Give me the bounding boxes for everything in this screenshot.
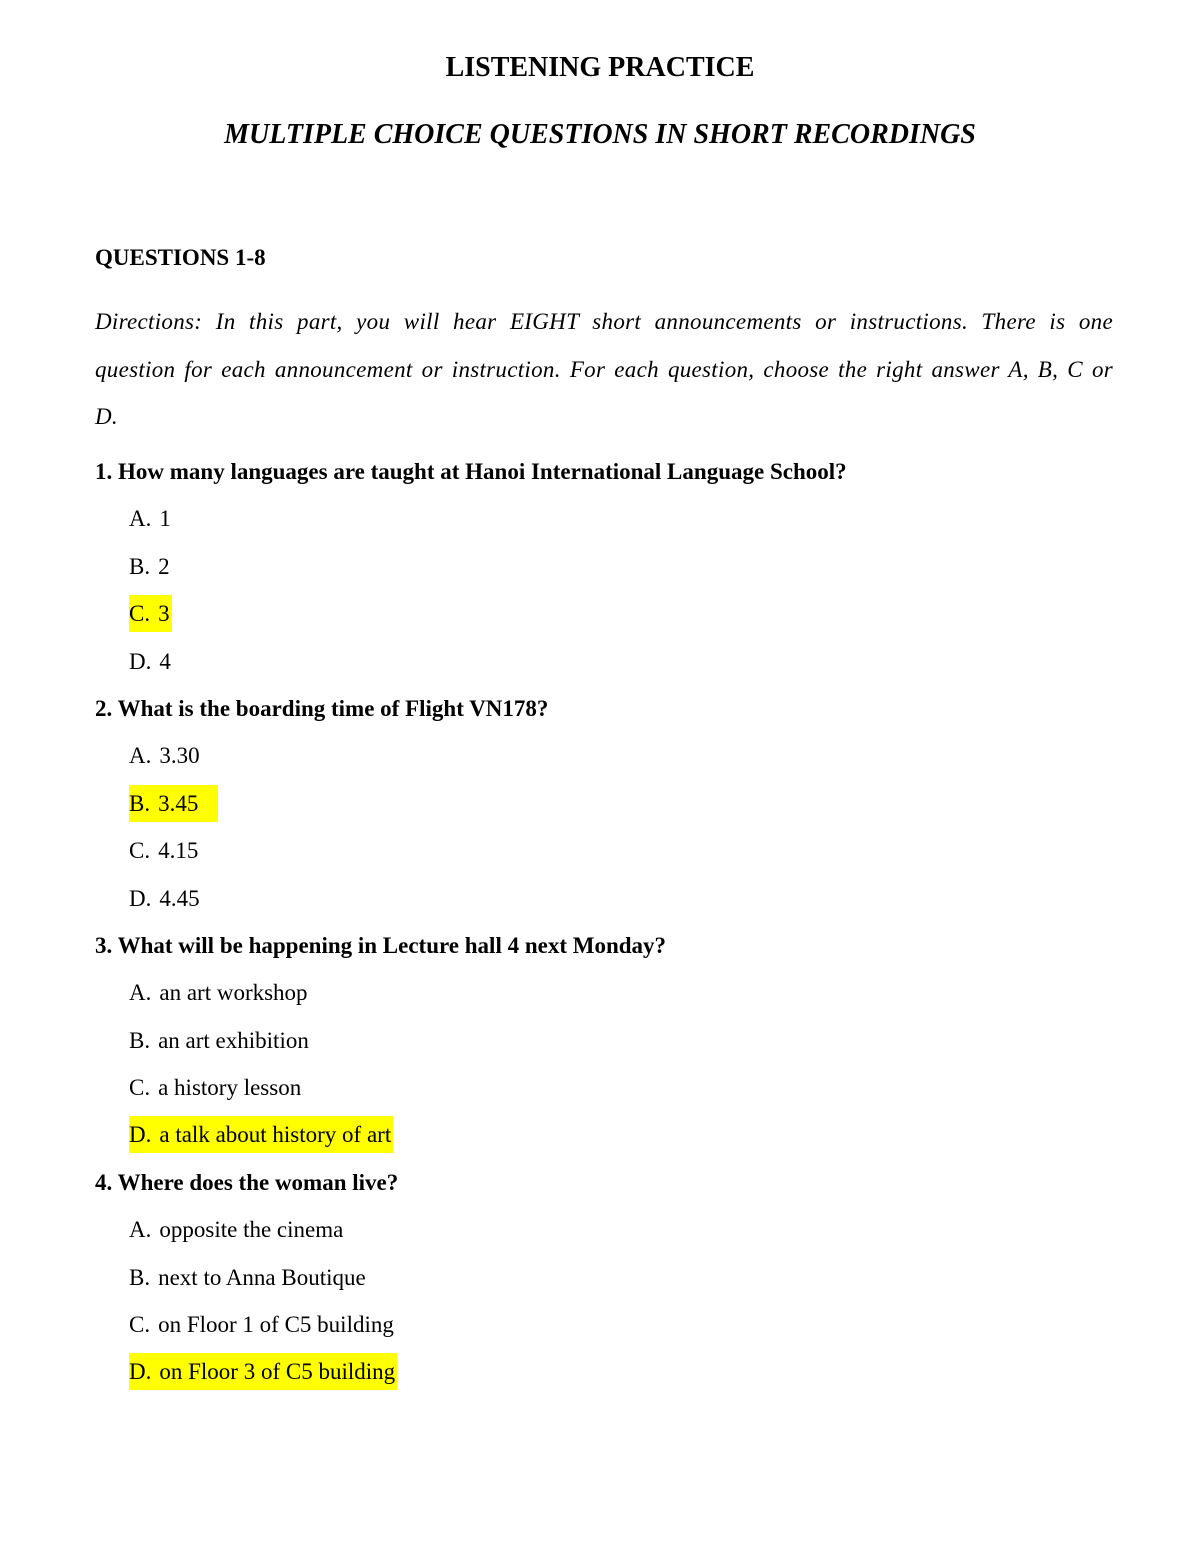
option-letter: A. — [129, 1217, 152, 1243]
option-letter: B. — [129, 1027, 151, 1053]
question-2: 2. What is the boarding time of Flight VN178? — [95, 695, 549, 721]
option-letter: A. — [129, 506, 152, 532]
question-4-option-a — [129, 1206, 1115, 1253]
option-text: a history lesson — [158, 1075, 302, 1101]
question-4-option-c — [129, 1301, 1115, 1348]
option-text: 1 — [159, 506, 171, 532]
option-letter: D. — [129, 1359, 152, 1385]
option-text: opposite the cinema — [159, 1217, 344, 1243]
question-2-option-c — [129, 827, 1115, 874]
option-text: 3.30 — [159, 743, 200, 769]
option-text: on Floor 1 of C5 building — [158, 1312, 394, 1338]
option-letter: C. — [129, 1312, 151, 1338]
option-letter: A. — [129, 743, 152, 769]
question-1: 1. How many languages are taught at Hanoi International Language School? — [95, 459, 847, 484]
question-1-option-b — [129, 543, 1115, 590]
question-3-option-a — [129, 969, 1115, 1016]
option-text: 2 — [158, 553, 170, 579]
option-text: 4.15 — [158, 838, 199, 864]
question-4-option-d — [129, 1348, 1115, 1395]
question-1-option-c — [129, 590, 1115, 637]
option-letter: C. — [129, 1075, 151, 1101]
question-3: 3. What will be happening in Lecture hall 4 next Monday? — [95, 932, 667, 958]
question-2-option-b — [129, 780, 1115, 827]
option-letter: C. — [129, 838, 151, 864]
question-3-option-c — [129, 1064, 1115, 1111]
option-letter: B. — [129, 1264, 151, 1290]
question-4: 4. Where does the woman live? — [95, 1169, 399, 1195]
question-2-option-a — [129, 732, 1115, 779]
option-letter: C. — [129, 601, 151, 627]
option-text: an art workshop — [159, 980, 308, 1006]
option-letter: D. — [129, 885, 152, 911]
option-text: 3 — [158, 601, 170, 627]
question-1-option-a — [129, 495, 1115, 542]
page-subtitle: MULTIPLE CHOICE QUESTIONS IN SHORT RECORDINGS — [224, 119, 976, 150]
question-2-option-d — [129, 875, 1115, 922]
option-letter: B. — [129, 790, 151, 816]
question-1-option-d — [129, 638, 1115, 685]
option-letter: D. — [129, 648, 152, 674]
section-heading: QUESTIONS 1-8 — [95, 245, 266, 270]
option-text: on Floor 3 of C5 building — [159, 1359, 396, 1385]
question-4-option-b — [129, 1254, 1115, 1301]
option-text: 4 — [159, 648, 171, 674]
option-letter: D. — [129, 1122, 152, 1148]
option-text: 4.45 — [159, 885, 200, 911]
option-letter: B. — [129, 553, 151, 579]
option-text: 3.45 — [158, 790, 199, 816]
question-3-option-d — [129, 1111, 1115, 1158]
question-list — [95, 448, 1115, 1396]
option-letter: A. — [129, 980, 152, 1006]
directions-text: Directions: In this part, you will hear EIGHT short announcements or instructions. There is one question for each announcement or instruction. For each question, choose the right answer A, B, C or D. — [95, 309, 1113, 429]
option-text: a talk about history of art — [159, 1122, 392, 1148]
option-text: an art exhibition — [158, 1027, 309, 1053]
option-text: next to Anna Boutique — [158, 1264, 366, 1290]
question-3-option-b — [129, 1017, 1115, 1064]
page-title: LISTENING PRACTICE — [445, 52, 755, 83]
